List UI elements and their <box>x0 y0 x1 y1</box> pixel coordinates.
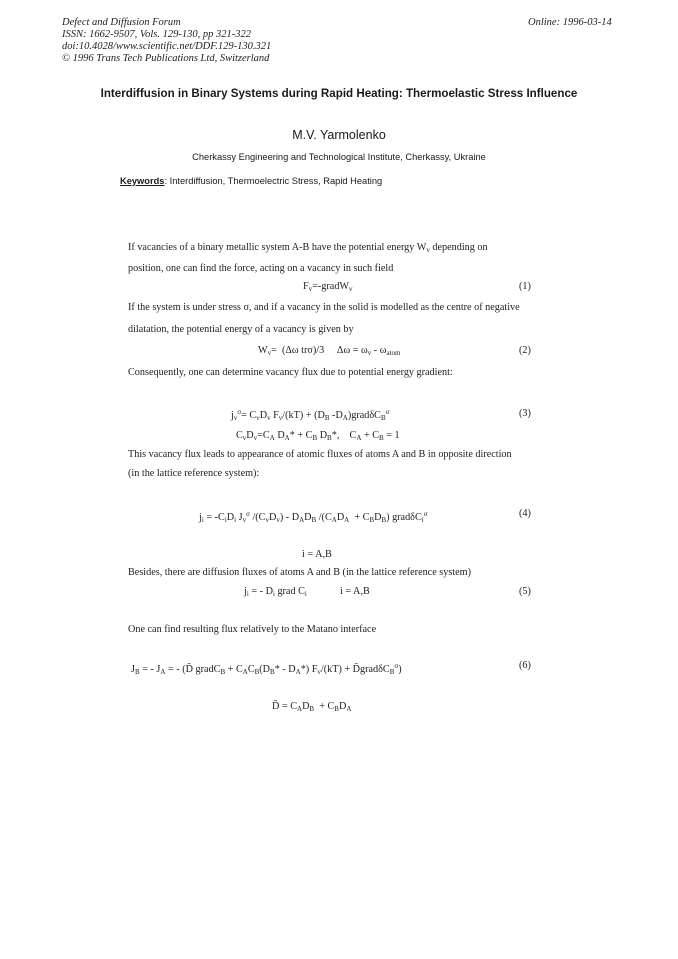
equation-3-number: (3) <box>519 408 531 419</box>
equation-2: $W_v= (\Delta\omega$ trσ)/3 $\Delta\omega = \omega_v - \omega_{atom}$ <box>258 345 401 357</box>
equation-1: $F_v=-gradW_v$ <box>303 281 353 293</box>
para-5: Besides, there are diffusion fluxes of atoms A and B (in the lattice reference system) <box>128 567 471 578</box>
equation-5: $j_i$ = - $D_i$ grad $C_i$ i = A,B <box>244 586 370 598</box>
paper-author: M.V. Yarmolenko <box>292 128 386 142</box>
journal-name: Defect and Diffusion Forum <box>62 17 181 28</box>
equation-3-aux: $C_vD_v=C_A$ $D_A* + C_B$ $D_B*$, $C_A + C_B = 1$ <box>236 430 400 442</box>
doi-link[interactable]: doi:10.4028/www.scientific.net/DDF.129-130.321 <box>62 41 272 52</box>
para-2-line-1: If the system is under stress σ, and if a vacancy in the solid is modelled as the centre of negative <box>128 302 520 313</box>
online-date: Online: 1996-03-14 <box>528 17 612 28</box>
equation-4-range: i = A,B <box>302 549 332 560</box>
copyright-line: © 1996 Trans Tech Publications Ltd, Switzerland <box>62 53 270 64</box>
paper-title: Interdiffusion in Binary Systems during Rapid Heating: Thermoelastic Stress Influence <box>100 87 578 100</box>
equation-4-number: (4) <box>519 508 531 519</box>
para-4-line-1: This vacancy flux leads to appearance of atomic fluxes of atoms A and B in opposite direction <box>128 449 512 460</box>
para-3: Consequently, one can determine vacancy flux due to potential energy gradient: <box>128 367 453 378</box>
equation-6-aux: D̃ = $C_AD_B + C_BD_A$ <box>272 701 352 713</box>
keywords-label: Keywords <box>120 176 165 186</box>
equation-6-number: (6) <box>519 660 531 671</box>
para-6: One can find resulting flux relatively to the Matano interface <box>128 624 377 635</box>
equation-2-number: (2) <box>519 345 531 356</box>
equation-1-number: (1) <box>519 281 531 292</box>
equation-6: $J_B$ = - $J_A$ = - (D̃ gradC$_B$ + $C_AC_B(D_B* - D_A*) F_v/(kT)$ + D̃gradδC$_B^\sigma$) <box>131 662 402 676</box>
keywords-sep: : <box>164 176 168 186</box>
keywords-line <box>120 176 382 186</box>
issn-line: ISSN: 1662-9507, Vols. 129-130, pp 321-322 <box>62 29 251 40</box>
author-affiliation: Cherkassy Engineering and Technological Institute, Cherkassy, Ukraine <box>192 152 486 162</box>
para-2-line-2: dilatation, the potential energy of a vacancy is given by <box>128 324 354 335</box>
equation-3: $j_v^\sigma= C_vD_v$ $F_v/(kT) + (D_B$ $-D_A)grad\delta C_B^\sigma$ <box>231 408 390 422</box>
para-1-line-2: position, one can find the force, acting on a vacancy in such field <box>128 263 394 274</box>
keywords-text: Interdiffusion, Thermoelectric Stress, Rapid Heating <box>169 176 383 186</box>
equation-5-number: (5) <box>519 586 531 597</box>
para-1-line-1: If vacancies of a binary metallic system A-B have the potential energy $W_v$ depending on <box>128 242 488 254</box>
para-4-line-2: (in the lattice reference system): <box>128 468 260 479</box>
equation-4: $j_i = -C_iD_i$ $J_v^\sigma$ $/(C_vD_v) - D_AD_B$ $/(C_AD_A + C_BD_B)$ gradδC$_i^\sigma$ <box>199 510 428 524</box>
